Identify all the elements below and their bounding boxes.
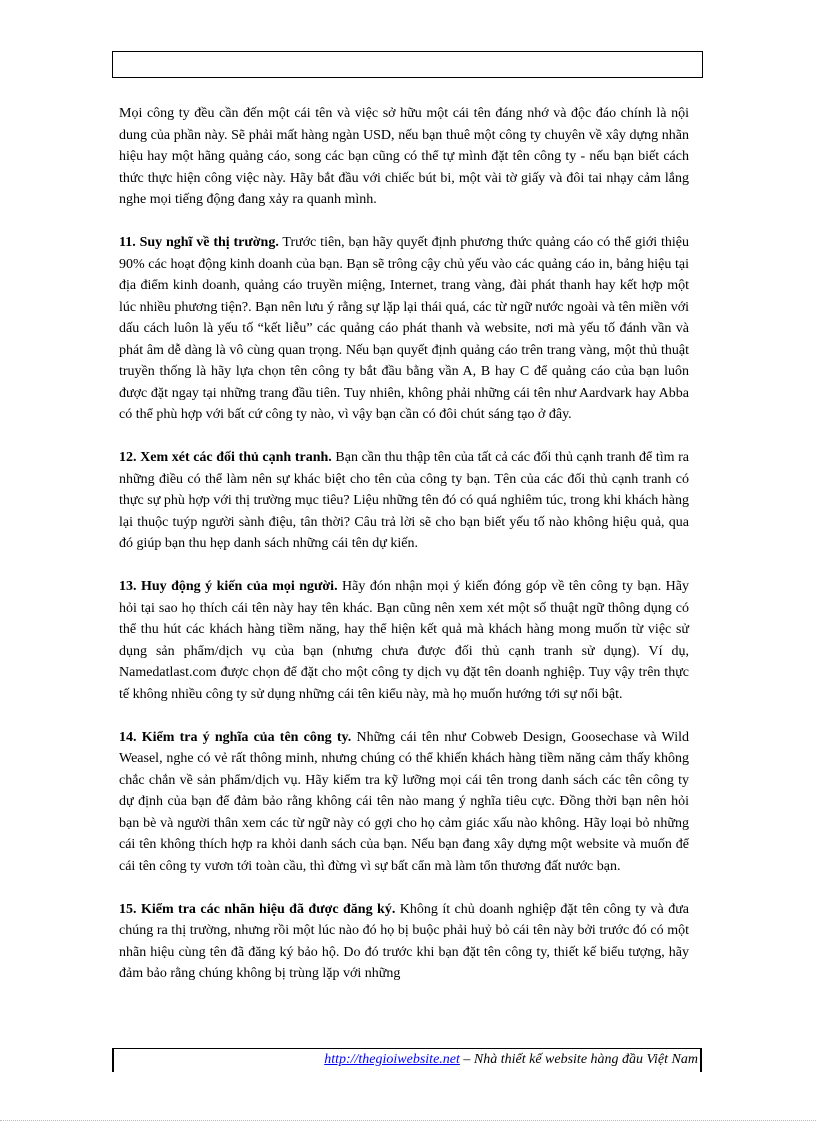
section-12 [119,447,689,555]
section-heading: 15. Kiểm tra các nhãn hiệu đã được đăng ký. [119,901,396,917]
footer-link[interactable]: http://thegioiwebsite.net [324,1052,460,1067]
section-11 [119,232,689,426]
document-body [119,103,689,1006]
section-text: Trước tiên, bạn hãy quyết định phương thức quảng cáo có thể giới thiệu 90% các hoạt động kinh doanh của bạn. Bạn sẽ trông cậy chủ yếu vào các quảng cáo in, bảng hiệu tại địa điểm kinh doanh, quảng cáo truyền miệng, Internet, trang vàng, đài phát thanh hay kết hợp một lúc nhiều phương tiện?. Bạn nên lưu ý rằng sự lặp lại thái quá, các từ ngữ nước ngoài và tên miền với dấu cách luôn là yếu tố “kết liễu” các quảng cáo phát thanh và website, nơi mà yếu tố đánh vần và phát âm dễ dàng là vô cùng quan trọng. Nếu bạn quyết định quảng cáo trên trang vàng, một thủ thuật truyền thống là hãy lựa chọn tên công ty bắt đầu bằng vần A, B hay C để quảng cáo của bạn luôn được đặt ngay tại những trang đầu tiên. Tuy nhiên, không phải những cái tên như Aardvark hay Abba có thể phù hợp với bất cứ công ty nào, vì vậy bạn cần có đôi chút sáng tạo ở đây. [119,235,689,422]
section-text: Hãy đón nhận mọi ý kiến đóng góp về tên công ty bạn. Hãy hỏi tại sao họ thích cái tên này hay tên khác. Bạn cũng nên xem xét một số thuật ngữ thông dụng có thể thu hút các khách hàng tiềm năng, hay thể hiện kết quả mà khách hàng mong muốn từ việc sử dụng sản phẩm/dịch vụ của bạn (nhưng chưa được đối thủ cạnh tranh sử dụng). Ví dụ, Namedatlast.com được chọn để đặt cho một công ty dịch vụ đặt tên doanh nghiệp. Tuy vậy trên thực tế không nhiều công ty sử dụng những cái tên kiểu này, mà họ muốn hướng tới sự nổi bật. [119,579,689,702]
footer [324,1052,698,1068]
section-heading: 11. Suy nghĩ về thị trường. [119,235,279,250]
header-box [112,51,703,78]
intro-paragraph: Mọi công ty đều cần đến một cái tên và việc sở hữu một cái tên đáng nhớ và độc đáo chính là nội dung của phần này. Sẽ phải mất hàng ngàn USD, nếu bạn thuê một công ty chuyên về xây dựng nhãn hiệu hay một hãng quảng cáo, song các bạn cũng có thể tự mình đặt tên công ty - nếu bạn biết cách thức thực hiện công việc này. Hãy bắt đầu với chiếc bút bi, một vài tờ giấy và đôi tai nhạy cảm lắng nghe mọi tiếng động đang xảy ra quanh mình. [119,106,689,207]
section-text: Những cái tên như Cobweb Design, Goosechase và Wild Weasel, nghe có vẻ rất thông minh, nhưng chúng có thể khiến khách hàng tiềm năng cảm thấy không chắc chắn về sản phẩm/dịch vụ. Hãy kiểm tra kỹ lưỡng mọi cái tên trong danh sách các tên công ty dự định của bạn để đảm bảo rằng không cái tên nào mang ý nghĩa tiêu cực. Đồng thời bạn nên hỏi bạn bè và người thân xem các từ ngữ này có gợi cho họ cảm giác xấu nào không. Hãy loại bỏ những cái tên không thích hợp ra khỏi danh sách của bạn. Nếu bạn đang xây dựng một website và muốn để cái tên công ty vươn tới toàn cầu, thì đừng vì sự bất cẩn mà làm tổn thương đất nước bạn. [119,729,689,874]
page-edge [0,1120,816,1121]
footer-right-border [700,1048,702,1072]
footer-left-border [112,1048,114,1072]
footer-tagline: – Nhà thiết kế website hàng đầu Việt Nam [459,1052,698,1067]
section-heading: 14. Kiểm tra ý nghĩa của tên công ty. [119,729,352,745]
section-15 [119,899,689,985]
section-13 [119,576,689,705]
section-text: Bạn cần thu thập tên của tất cả các đối thủ cạnh tranh để tìm ra những điều có thể làm nên sự khác biệt cho tên của công ty bạn. Tên của các đối thủ cạnh tranh có thực sự phù hợp với thị trường mục tiêu? Liệu những tên đó có quá nghiêm túc, trong khi khách hàng lại thuộc tuýp người sành điệu, tân thời? Câu trả lời sẽ cho bạn biết yếu tố nào không hiệu quả, qua đó giúp bạn thu hẹp danh sách những cái tên dự kiến. [119,450,689,551]
section-text: Không ít chủ doanh nghiệp đặt tên công ty và đưa chúng ra thị trường, nhưng rồi một lúc nào đó họ bị buộc phải huỷ bỏ cái tên này bởi trước đó có một nhãn hiệu cùng tên đã đăng ký bảo hộ. Do đó trước khi bạn đặt tên công ty, thiết kế biểu tượng, hãy đảm bảo rằng chúng không bị trùng lặp với những [119,901,689,981]
section-heading: 13. Huy động ý kiến của mọi người. [119,579,338,594]
section-heading: 12. Xem xét các đối thủ cạnh tranh. [119,450,332,465]
section-14 [119,727,689,878]
